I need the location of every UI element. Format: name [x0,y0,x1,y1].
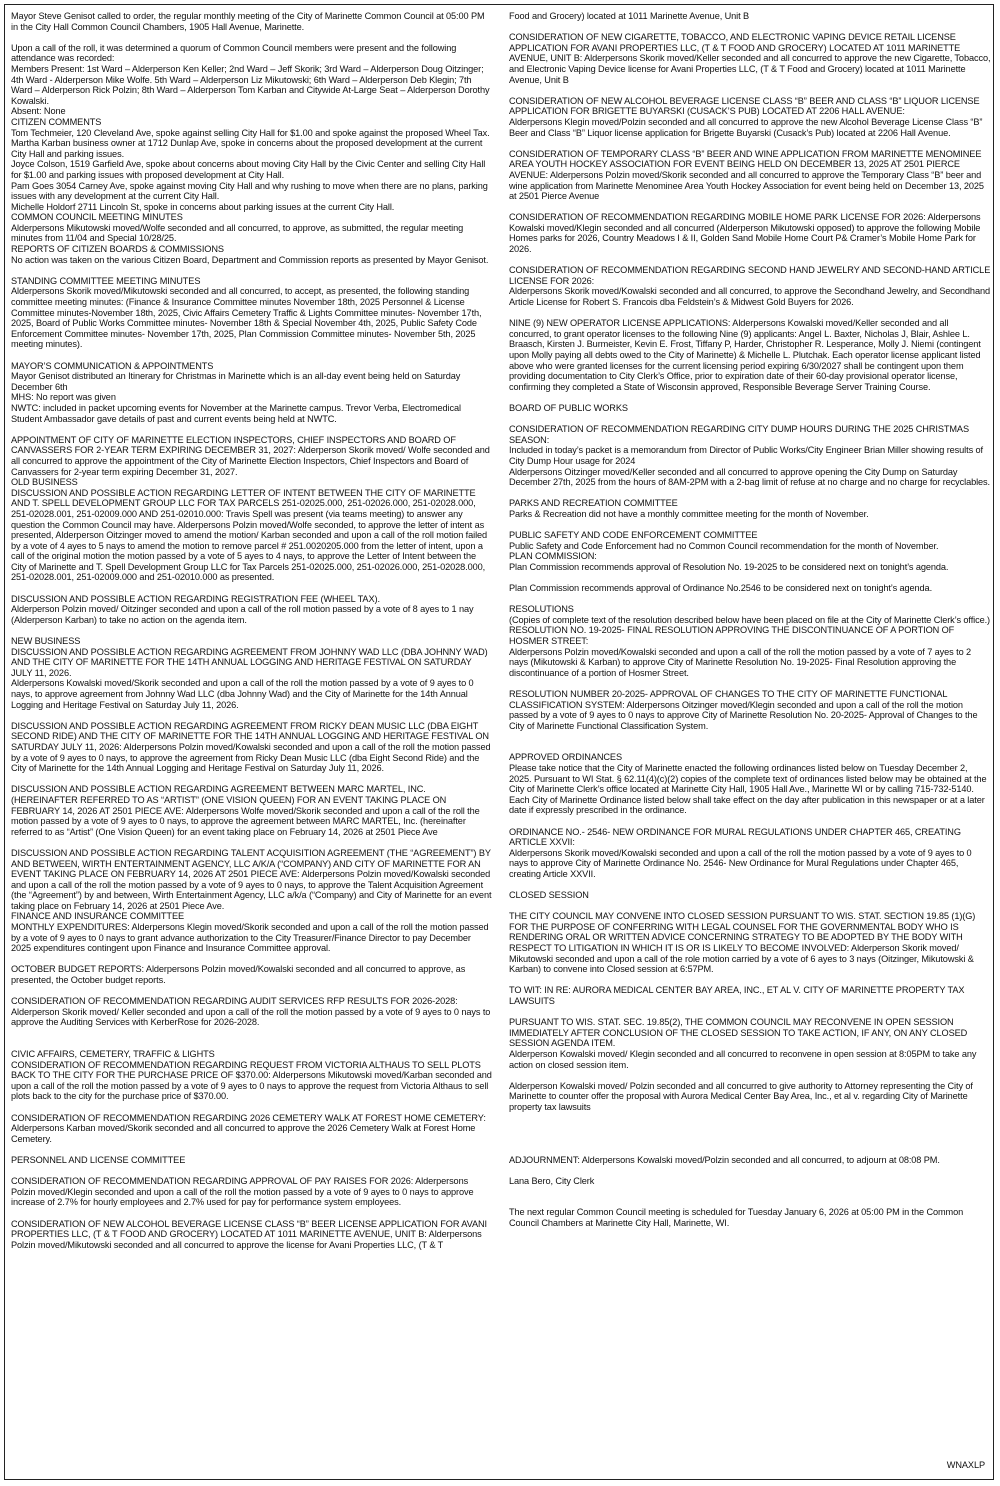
right-column-paragraph: BOARD OF PUBLIC WORKS [509,402,628,413]
left-column-paragraph: MAYOR’S COMMUNICATION & APPOINTMENTS Mayor Genisot distributed an Itinerary for Christmas in Marinette which is an all-day event being held on Saturday December 6th MHS: No report was given NWTC: included in packet upcoming events for November at the Marinette campus. Trevor Verba, Electromedical Student Ambassador gave details of past and current events being held at NWTC. [11,360,461,424]
right-column-paragraph: Alderperson Kowalski moved/ Polzin seconded and all concurred to give authority to Attorney representing the City of Marinette to counter offer the proposal with Aurora Medical Center Bay Area, Inc., et al v. regarding City of Marinette property tax lawsuits [509,1080,973,1112]
left-column-paragraph: DISCUSSION AND POSSIBLE ACTION REGARDING TALENT ACQUISITION AGREEMENT (THE “AGREEMENT”) BY AND BETWEEN, WIRTH ENTERTAINMENT AGENCY, LLC A/K/A (“COMPANY) AND CITY OF MARINETTE FOR AN EVENT TAKING PLACE ON FEBRUARY 14, 2026 AT 2501 PIECE AVE: Alderpersons Polzin moved/Kowalski seconded and upon a call of the roll the motion passed by a vote of 9 ayes to 0 nays, to approve the Talent Acquisition Agreement (the “Agreement”) by and between, Wirth Entertainment Agency, LLC a/k/a (“Company) and City of Marinette for an event taking place on February 14, 2026 at 2501 Piece Ave. FINANCE AND INSURANCE COMMITTEE MONTHLY EXPENDITURES: Alderpersons Klegin moved/Skorik seconded and upon a call of the roll the motion passed by a vote of 9 ayes to 0 nays to grant advance authorization to the City Treasurer/Finance Director to pay December 2025 expenditures contingent upon Finance and Insurance Committee approval. [11,847,492,954]
left-column [11,11,493,1473]
right-column-paragraph: PARKS AND RECREATION COMMITTEE Parks & Recreation did not have a monthly committee meeting for the month of November. [509,498,869,519]
right-column-paragraph: Food and Grocery) located at 1011 Marinette Avenue, Unit B [509,11,750,21]
right-column-paragraph: The next regular Common Council meeting is scheduled for Tuesday January 6, 2026 at 05:00 PM in the Common Council Chambers at Marinette City Hall, Marinette, WI. [509,1207,964,1228]
right-column-paragraph: CONSIDERATION OF RECOMMENDATION REGARDING MOBILE HOME PARK LICENSE FOR 2026: Alderpersons Kowalski moved/Klegin seconded and all concurred (Alderperson Mikutowski opposed) to approve the following Mobile Homes parks for 2026, Country Meadows I & II, Golden Sand Mobile Home Court P& Cramer’s Mobile Home Park for 2026. [509,212,981,255]
right-column-paragraph: PURSUANT TO WIS. STAT. SEC. 19.85(2), THE COMMON COUNCIL MAY RECONVENE IN OPEN SESSION IMMEDIATELY AFTER CONCLUSION OF THE CLOSED SESSION TO TAKE ACTION, IF ANY, ON ANY CLOSED SESSION AGENDA ITEM. Alderperson Kowalski moved/ Klegin seconded and all concurred to reconvene in open session at 8:05PM to take any action on closed session item. [509,1017,977,1070]
left-column-paragraph: NEW BUSINESS DISCUSSION AND POSSIBLE ACTION REGARDING AGREEMENT FROM JOHNNY WAD LLC (DBA JOHNNY WAD) AND THE CITY OF MARINETTE FOR THE 14TH ANNUAL LOGGING AND HERITAGE FESTIVAL ON SATURDAY JULY 11, 2026. Alderpersons Kowalski moved/Skorik seconded and upon a call of the roll the motion passed by a vote of 9 ayes to 0 nays, to approve agreement from Johnny Wad LLC (dba Johnny Wad) and the City of Marinette for the 14th Annual Logging and Heritage Festival on Saturday July 11, 2026. [11,636,488,710]
right-column-paragraph: RESOLUTIONS (Copies of complete text of the resolution described below have been placed on file at the City of Marinette Clerk’s office.) RESOLUTION NO. 19-2025- FINAL RESOLUTION APPROVING THE DISCONTINUANCE OF A PORTION OF HOSMER STREET: Alderpersons Polzin moved/Kowalski seconded and upon a call of the roll the motion passed by a vote of 7 ayes to 2 nays (Mikutowski & Karban) to approve City of Marinette Resolution No. 19-2025- Final Resolution approving the discontinuance of a portion of Hosmer Street. [509,604,991,678]
right-column-paragraph: ADJOURNMENT: Alderpersons Kowalski moved/Polzin seconded and all concurred, to adjourn at 08:08 PM. [509,1154,940,1165]
right-column-paragraph: NINE (9) NEW OPERATOR LICENSE APPLICATIONS: Alderpersons Kowalski moved/Keller seconded and all concurred, to grant operator licenses to the following Nine (9) applicants: Angel L. Baxter, Nicholas J, Blair, Ashlee L. Braasch, Kirsten J. Burmeister, Kevin E. Frost, Tiffany P, Harder, Christopher R. Lesperance, Molly J. Niemi (contingent upon Molly paying all debts owed to the City of Marinette) & Michelle L. Plutchak. Each operator license applicant listed above who were granted licenses for the current licensing period expiring 6/30/2027 shall be contingent upon them providing documentation to City Clerk’s Office, prior to expiration date of their 60-day provisional operator license, confirming they completed a State of Wisconsin approved, Responsible Beverage Server Training Course. [509,318,981,392]
left-column-paragraph: Mayor Steve Genisot called to order, the regular monthly meeting of the City of Marinette Common Council at 05:00 PM in the City Hall Common Council Chambers, 1905 Hall Avenue, Marinette. [11,11,485,32]
right-column-paragraph: RESOLUTION NUMBER 20-2025- APPROVAL OF CHANGES TO THE CITY OF MARINETTE FUNCTIONAL CLASSIFICATION SYSTEM: Alderpersons Oitzinger moved/Klegin seconded and upon a call of the roll the motion passed by a vote of 9 ayes to 0 nays to approve City of Marinette Resolution No. 20-2025- Approval of Changes to the City of Marinette Functional Classification System. [509,689,978,731]
left-column-paragraph: DISCUSSION AND POSSIBLE ACTION REGARDING AGREEMENT FROM RICKY DEAN MUSIC LLC (DBA EIGHT SECOND RIDE) AND THE CITY OF MARINETTE FOR THE 14TH ANNUAL LOGGING AND HERITAGE FESTIVAL ON SATURDAY JULY 11, 2026: Alderpersons Polzin moved/Kowalski seconded and upon a call of the roll the motion passed by a vote of 9 ayes to 0 nays, to approve the agreement from Ricky Dean Music LLC (dba Eight Second Ride) and the City of Marinette for the 14th Annual Logging and Heritage Festival on Saturday July 11, 2026. [11,720,491,774]
right-column-paragraph: PUBLIC SAFETY AND CODE ENFORCEMENT COMMITTEE Public Safety and Code Enforcement had no Common Council recommendation for the month of November. PLAN COMMISSION: Plan Commission recommends approval of Resolution No. 19-2025 to be considered next on tonight’s agenda. [509,530,949,572]
left-column-paragraph: OCTOBER BUDGET REPORTS: Alderpersons Polzin moved/Kowalski seconded and all concurred to approve, as presented, the October budget reports. [11,964,466,986]
left-column-paragraph: CONSIDERATION OF NEW ALCOHOL BEVERAGE LICENSE CLASS “B” BEER LICENSE APPLICATION FOR AVANI PROPERTIES LLC, (T & T FOOD AND GROCERY) LOCATED AT 1011 MARINETTE AVENUE, UNIT B: Alderpersons Polzin moved/Mikutowski seconded and all concurred to approve the license for Avani Properties LLC, (T & T [11,1218,488,1250]
left-column-paragraph: PERSONNEL AND LICENSE COMMITTEE [11,1154,186,1165]
left-column-paragraph: Upon a call of the roll, it was determined a quorum of Common Council members were present and the following attendance was recorded: Members Present: 1st Ward – Alderperson Ken Keller; 2nd Ward – Jeff Skorik; 3rd Ward – Alderperson Doug Oitzinger; 4th Ward - Alderperson Mike Wolfe. 5th Ward – Alderperson Liz Mikutowski; 6th Ward – Alderperson Deb Klegin; 7th Ward – Alderperson Rick Polzin; 8th Ward – Alderperson Tom Karban and Citywide At-Large Seat – Alderperson Dorothy Kowalski. Absent: None CITIZEN COMMENTS Tom Techmeier, 120 Cleveland Ave, spoke against selling City Hall for $1.00 and spoke against the proposed Wheel Tax. Martha Karban business owner at 1712 Dunlap Ave, spoke in concerns about the proposed development at the current City Hall and parking issues. Joyce Colson, 1519 Garfield Ave, spoke about concerns about moving City Hall by the Civic Center and selling City Hall for $1.00 and parking issues with proposed development at City Hall. Pam Goes 3054 Carney Ave, spoke against moving City Hall and why rushing to move when there are no plans, parking issues with any development at the current City Hall. Michelle Holdorf 2711 Lincoln St, spoke in concerns about parking issues at the current City Hall. COMMON COUNCIL MEETING MINUTES Alderpersons Mikutowski moved/Wolfe seconded and all concurred, to approve, as submitted, the regular meeting minutes from 11/04 and Special 10/28/25. REPORTS OF CITIZEN BOARDS & COMMISSIONS No action was taken on the various Citizen Board, Department and Commission reports as presented by Mayor Genisot. [11,42,490,265]
notice-footer [947,1460,985,1471]
right-column-paragraph: CONSIDERATION OF RECOMMENDATION REGARDING SECOND HAND JEWELRY AND SECOND-HAND ARTICLE LICENSE FOR 2026: Alderpersons Skorik moved/Kowalski seconded and all concurred, to approve the Secondhand Jewelry, and Secondhand Article License for Robert S. Francois dba Feldstein’s & Midwest Gold Buyers for 2026. [509,265,991,308]
right-column-paragraph: CLOSED SESSION [509,890,589,901]
right-column-paragraph: APPROVED ORDINANCES Please take notice that the City of Marinette enacted the following ordinances listed below on Tuesday December 2, 2025. Pursuant to WI Stat. § 62.11(4)(c)(2) copies of the complete text of ordinances listed below may be obtained at the City of Marinette Clerk’s office located at Marinette City Hall, 1905 Hall Ave., Marinette WI or by calling 715-732-5140. Each City of Marinette Ordinance listed below shall take effect on the day after publication in this newspaper or at a later date if expressly prescribed in the ordinance. [509,752,987,816]
left-column-paragraph: STANDING COMMITTEE MEETING MINUTES Alderpersons Skorik moved/Mikutowski seconded and all concurred, to accept, as presented, the following standing committee meeting minutes: (Finance & Insurance Committee minutes November 18th, 2025 Personnel & License Committee minutes-November 18th, 2025, Civic Affairs Cemetery Traffic & Lights Committee minutes- November 17th, 2025, Board of Public Works Committee minutes- November 18th & Special November 4th, 2025, Public Safety Code Enforcement Committee minutes- November 17th, 2025, Plan Commission Committee minutes- November 5th, 2025 meeting minutes). [11,275,482,350]
legal-notice-page [4,4,994,1480]
left-column-paragraph: DISCUSSION AND POSSIBLE ACTION REGARDING AGREEMENT BETWEEN MARC MARTEL, INC. (HEREINAFTER REFERRED TO AS “ARTIST” (ONE VISION QUEEN) FOR AN EVENT TAKING PLACE ON FEBRUARY 14, 2026 AT 2501 PIECE AVE: Alderpersons Wolfe moved/Skorik seconded and upon a call of the roll the motion passed by a vote of 9 ayes to 0 nays, to approve the agreement between MARC MARTEL, Inc. (hereinafter referred to as “Artist” (One Vision Queen) for an event taking place on February 14, 2026 at 2501 Piece Ave [11,784,480,837]
left-column-paragraph: APPOINTMENT OF CITY OF MARINETTE ELECTION INSPECTORS, CHIEF INSPECTORS AND BOARD OF CANVASSERS FOR 2-YEAR TERM EXPIRING DECEMBER 31, 2027: Alderperson Skorik moved/ Wolfe seconded and all concurred to approve the appointment of the City of Marinette Election Inspectors, Chief Inspectors and Board of Canvassers for 2-year term expiring December 31, 2027. OLD BUSINESS DISCUSSION AND POSSIBLE ACTION REGARDING LETTER OF INTENT BETWEEN THE CITY OF MARINETTE AND T. SPELL DEVELOPMENT GROUP LLC FOR TAX PARCELS 251-02025.000, 251-02026.000, 251-02028.000, 251-02028.001, 251-02009.000 AND 251-02010.000: Travis Spell was present (via teams meeting) to answer any question the Common Council may have. Alderpersons Polzin moved/Wolfe seconded, to approve the letter of intent as presented, Alderperson Oitzinger moved to amend the motion/ Karban seconded and upon a call of the roll motion failed by a vote of 4 ayes to 5 nays to amend the motion to remove parcel # 251.0020205.000 from the letter of intent, upon a call of the original motion the motion passed by a vote of 5 ayes to 4 nays, to approve the Letter of Intent between the City of Marinette and T. Spell Development Group LLC for Tax Parcels 251-02025.000, 251-02026.000, 251-02028.000, 251-02028.001, 251-02009.000 and 251-02010.000 as presented. [11,434,490,583]
right-column-paragraph: Lana Bero, City Clerk [509,1175,595,1186]
left-column-paragraph: CONSIDERATION OF RECOMMENDATION REGARDING AUDIT SERVICES RFP RESULTS FOR 2026-2028: Alderperson Skorik moved/ Keller seconded and upon a call of the roll the motion passed by a vote of 9 ayes to 0 nays to approve the Auditing Services with KerberRose for 2026-2028. [11,996,491,1028]
left-column-paragraph: DISCUSSION AND POSSIBLE ACTION REGARDING REGISTRATION FEE (WHEEL TAX). Alderperson Polzin moved/ Oitzinger seconded and upon a call of the roll motion passed by a vote of 8 ayes to 1 nay (Alderperson Karban) to take no action on the agenda item. [11,593,474,625]
right-column-paragraph: CONSIDERATION OF NEW CIGARETTE, TOBACCO, AND ELECTRONIC VAPING DEVICE RETAIL LICENSE APPLICATION FOR AVANI PROPERTIES LLC, (T & T FOOD AND GROCERY) LOCATED AT 1011 MARINETTE AVENUE, UNIT B: Alderpersons Skorik moved/Keller seconded and all concurred to approve the new Cigarette, Tobacco, and Electronic Vaping Device license for Avani Properties LLC, (T & T Food and Grocery) located at 1011 Marinette Avenue, Unit B [509,32,991,85]
right-column-paragraph: TO WIT: IN RE: AURORA MEDICAL CENTER BAY AREA, INC., ET AL V. CITY OF MARINETTE PROPERTY TAX LAWSUITS [509,985,965,1007]
right-column-paragraph: CONSIDERATION OF NEW ALCOHOL BEVERAGE LICENSE CLASS “B” BEER AND CLASS “B” LIQUOR LICENSE APPLICATION FOR BRIGETTE BUYARSKI (CUSACK’S PUB) LOCATED AT 2206 HALL AVENUE: Alderpersons Klegin moved/Polzin seconded and all concurred to approve the new Alcohol Beverage License Class “B” Beer and Class “B” Liquor license application for Brigette Buyarski (Cusack’s Pub) located at 2206 Hall Avenue. [509,95,983,138]
right-column [509,11,991,1473]
notice-id: WNAXLP [946,1460,985,1471]
right-column-paragraph: ORDINANCE NO.- 2546- NEW ORDINANCE FOR MURAL REGULATIONS UNDER CHAPTER 465, CREATING ARTICLE XXVII: Alderpersons Skorik moved/Kowalski seconded and upon a call of the roll the motion passed by a vote of 9 ayes to 0 nays to approve City of Marinette Ordinance No. 2546- New Ordinance for Mural Regulations under Chapter 465, creating Article XXVII. [509,826,972,879]
right-column-paragraph: CONSIDERATION OF RECOMMENDATION REGARDING CITY DUMP HOURS DURING THE 2025 CHRISTMAS SEASON: Included in today’s packet is a memorandum from Director of Public Works/City Engineer Brian Miller showing results of City Dump Hour usage for 2024 Alderpersons Oitzinger moved/Keller seconded and all concurred to approve opening the City Dump on Saturday December 27th, 2025 from the hours of 8AM-2PM with a 2-bag limit of refuse at no charge and no charge for recyclables. [509,424,991,488]
right-column-paragraph: CONSIDERATION OF TEMPORARY CLASS “B” BEER AND WINE APPLICATION FROM MARINETTE MENOMINEE AREA YOUTH HOCKEY ASSOCIATION FOR EVENT BEING HELD ON DECEMBER 13, 2025 AT 2501 PIERCE AVENUE: Alderpersons Polzin moved/Skorik seconded and all concurred to approve the Temporary Class “B” beer and wine application from Marinette Menominee Area Youth Hockey Association for event being held on December 13, 2025 at 2501 Pierce Avenue [509,148,984,202]
left-column-paragraph: CONSIDERATION OF RECOMMENDATION REGARDING APPROVAL OF PAY RAISES FOR 2026: Alderpersons Polzin moved/Klegin seconded and upon a call of the roll the motion passed by a vote of 9 ayes to 0 nays to approve increase of 2.7% for hourly employees and 2.7% used for pay for performance system employees. [11,1176,474,1208]
left-column-paragraph: CIVIC AFFAIRS, CEMETERY, TRAFFIC & LIGHTS CONSIDERATION OF RECOMMENDATION REGARDING REQUEST FROM VICTORIA ALTHAUS TO SELL PLOTS BACK TO THE CITY FOR THE PURCHASE PRICE OF $370.00: Alderpersons Mikutowski moved/Karban seconded and upon a call of the roll the motion passed by a vote of 9 ayes to 0 nays to approve the request from Victoria Althaus to sell plots back to the city for the purchase price of $370.00. [11,1049,492,1102]
right-column-paragraph: THE CITY COUNCIL MAY CONVENE INTO CLOSED SESSION PURSUANT TO WIS. STAT. SECTION 19.85 (1)(G) FOR THE PURPOSE OF CONFERRING WITH LEGAL COUNSEL FOR THE GOVERNMENTAL BODY WHO IS RENDERING ORAL OR WRITTEN ADVICE CONCERNING STRATEGY TO BE ADOPTED BY THE BODY WITH RESPECT TO LITIGATION IN WHICH IT IS OR IS LIKELY TO BECOME INVOLVED: Alderperson Skorik moved/ Mikutowski seconded and upon a call of the role motion carried by a vote of 6 ayes to 3 nays (Oitzinger, Mikutowski & Karban) to convene into Closed session at 6:57PM. [509,911,976,975]
left-column-paragraph: CONSIDERATION OF RECOMMENDATION REGARDING 2026 CEMETERY WALK AT FOREST HOME CEMETERY: Alderpersons Karban moved/Skorik seconded and all concurred to approve the 2026 Cemetery Walk at Forest Home Cemetery. [11,1112,486,1144]
right-column-paragraph: Plan Commission recommends approval of Ordinance No.2546 to be considered next on tonight’s agenda. [509,583,933,594]
